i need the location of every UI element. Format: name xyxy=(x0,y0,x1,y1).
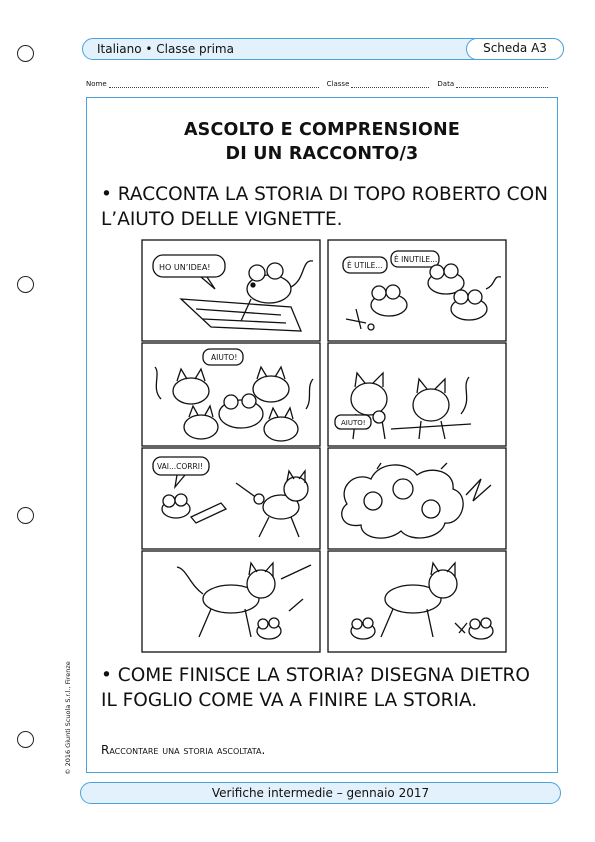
worksheet-title xyxy=(87,118,557,166)
date-label: Data xyxy=(437,80,455,88)
comic-strip xyxy=(141,239,523,653)
student-fields xyxy=(86,80,560,88)
copyright-note: © 2016 Giunti Scuola S.r.l., Firenze xyxy=(64,661,72,775)
header-bar xyxy=(82,38,564,60)
date-field[interactable] xyxy=(437,80,550,88)
panel-8-art xyxy=(351,563,493,639)
title-line-1: ASCOLTO E COMPRENSIONE xyxy=(183,120,461,140)
panel-7-art xyxy=(177,563,311,639)
panel-3-bubble: AIUTO! xyxy=(211,353,238,362)
binder-hole xyxy=(17,507,34,524)
class-field[interactable] xyxy=(327,80,432,88)
header-subject: Italiano • Classe prima xyxy=(97,42,234,56)
footer-bar: Verifiche intermedie – gennaio 2017 xyxy=(80,782,561,804)
name-line xyxy=(109,81,319,88)
sheet-label: Scheda A3 xyxy=(466,38,564,60)
panel-4-bubble: AIUTO! xyxy=(341,419,366,427)
panel-2-bubble-a: È UTILE... xyxy=(347,261,383,270)
panel-4-art xyxy=(335,373,471,439)
binder-hole xyxy=(17,276,34,293)
date-line xyxy=(456,81,548,88)
panel-5-bubble: VAI...CORRI! xyxy=(157,462,203,471)
panel-2-art xyxy=(343,251,501,330)
panel-5-art xyxy=(153,457,308,537)
instruction-1: • RACCONTA LA STORIA DI TOPO ROBERTO CON L’AIUTO DELLE VIGNETTE. xyxy=(101,184,548,230)
worksheet-frame xyxy=(86,97,558,773)
binder-hole xyxy=(17,731,34,748)
class-label: Classe xyxy=(326,80,350,88)
panel-1-bubble: HO UN’IDEA! xyxy=(159,263,211,272)
learning-objective: Raccontare una storia ascoltata. xyxy=(101,743,266,757)
instruction-2: • COME FINISCE LA STORIA? DISEGNA DIETRO IL FOGLIO COME VA A FINIRE LA STORIA. xyxy=(101,665,530,711)
panel-1-art xyxy=(153,255,313,331)
comic-illustration xyxy=(141,239,523,653)
panel-2-bubble-b: È INUTILE... xyxy=(394,255,438,264)
binder-hole xyxy=(17,45,34,62)
name-field[interactable] xyxy=(86,80,321,88)
panel-3-art xyxy=(155,349,313,441)
name-label: Nome xyxy=(86,80,107,88)
panel-6-art xyxy=(342,463,491,538)
class-line xyxy=(351,81,429,88)
title-line-2: DI UN RACCONTO/3 xyxy=(225,144,419,164)
